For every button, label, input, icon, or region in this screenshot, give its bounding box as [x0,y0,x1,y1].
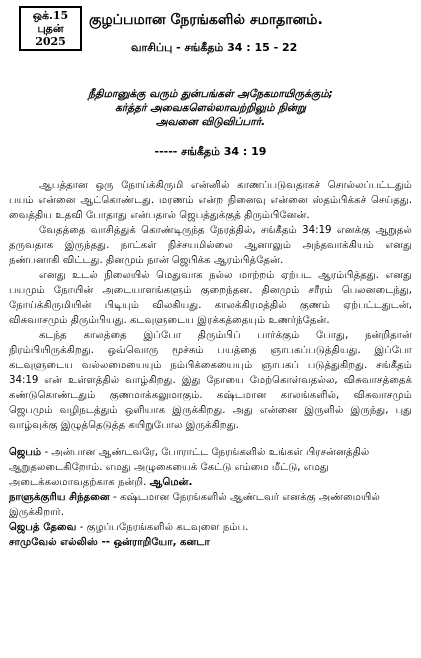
body-paragraph: எனது உடல் நிலையில் மெதுவாக நல்ல மாற்றம் ஏற்பட ஆரம்பித்தது. எனது பயமும் நோயின் அடையாளங்களும் குறைந்தன. தினமும் சரீரம் பெலனடைந்து, நோய்க்கிருமியின் பிடியும் விலகியது. காலக்கிரமத்தில் குணம் ஏற்பட்டதுடன், விசுவாசமும் திரும்பியது. கடவுளுடைய இரக்கத்தையும் உணர்ந்தேன். [9,270,412,326]
devotional-body [9,178,412,433]
reading-reference: வாசிப்பு - சங்கீதம் 34 : 15 - 22 [131,41,298,54]
thought-text: - கஷ்டமான நேரங்களில் ஆண்டவர் எனக்கு அண்மையில் இருக்கிறார். [9,492,380,518]
author-separator: -- [98,537,114,548]
thought-label: நாளுக்குரிய சிந்தனை [9,492,110,503]
date-box [19,6,82,51]
prayer-need-text: - குழப்பநேரங்களில் கடவுளை நம்ப. [76,522,249,533]
closing-section [9,445,412,550]
body-paragraph: வேதத்தை வாசித்துக் கொண்டிருந்த நேரத்தில், சங்கீதம் 34:19 எனக்கு ஆறுதல் தருவதாக இருந்தது. நாட்கள் நிச்சயமில்லை ஆனாலும் அந்தவாக்கியம் எனது நண்பனாகி விட்டது. தினமும் நான் ஜெபிக்க ஆரம்பித்தேன். [9,225,412,266]
thought-for-day [9,490,412,520]
date-year: 2025 [35,35,66,48]
body-paragraph: கடந்த காலத்தை இப்போ திரும்பிப் பார்க்கும் போது, நன்றிதான் நிரம்பியிருக்கிறது. ஒவ்வொரு மூச்சும் பயத்தை ஞாபகப்படுத்தியது. இப்போ கடவுளுடைய வல்லமையையும் நம்பிக்கையையும் ஞாபகப் படுத்துகிறது. சங்கீதம் 34:19 என் உள்ளத்தில் வாழ்கிறது. இது நோயை மேற்கொள்வதல்ல, விசுவாசத்தைக் கண்டுகொண்டதும் குணமாக்கலுமாகும். கஷ்டமான காலங்களில், விசுவாசமும் ஜெபமும் வழிநடத்தும் ஒளியாக இருக்கிறது. அது என்னை இருளில் இருந்து, புது வாழ்வுக்கு இழுத்தெடுத்த கயிறுபோல இருக்கிறது. [9,330,412,431]
prayer-amen: ஆமென். [149,477,193,488]
page-title: குழப்பமான நேரங்களில் சமாதானம். [89,12,323,28]
prayer-need-label: ஜெபத் தேவை [9,522,77,533]
key-verse-line: கர்த்தர் அவைகளெல்லாவற்றிலும் நின்று [115,102,306,114]
prayer [9,445,412,490]
prayer-text: - அன்பான ஆண்டவரே, போராட்ட நேரங்களில் உங்கள் பிரசன்னத்தில் ஆறுதலடைகிறோம். எமது அழுகையைக் கேட்டு எம்மை மீட்டு, எமது அடைக்கலமாவதற்காக நன்றி. [9,447,370,488]
date-day: ஒக்.15 [32,9,69,22]
author-location: ஒன்ராறியோ, கனடா [113,537,210,548]
key-verse-line: அவனை விடுவிப்பார். [155,116,266,128]
author-name: சாமுவேல் எல்லிஸ் [9,537,98,548]
key-verse-reference: ----- சங்கீதம் 34 : 19 [154,145,267,158]
key-verse-line: நீதிமானுக்கு வரும் துன்பங்கள் அநேகமாயிருக்கும்; [88,88,333,100]
header [9,0,412,56]
author-line [9,535,412,550]
key-verse [9,87,412,129]
body-paragraph: ஆபத்தான ஒரு நோய்க்கிருமி என்னில் காணப்படுவதாகச் சொல்லப்பட்டதும் பயம் என்னை ஆட்கொண்டது. மரணம் என்ற நினைவு என்னை ஸ்தம்பிக்கச் செய்தது. வைத்திய உதவி போதாது என்பதால் ஜெபத்துக்குத் திரும்பினேன். [9,180,412,221]
prayer-label: ஜெபம் [9,447,42,458]
prayer-need [9,520,412,535]
date-weekday: புதன் [37,22,64,35]
